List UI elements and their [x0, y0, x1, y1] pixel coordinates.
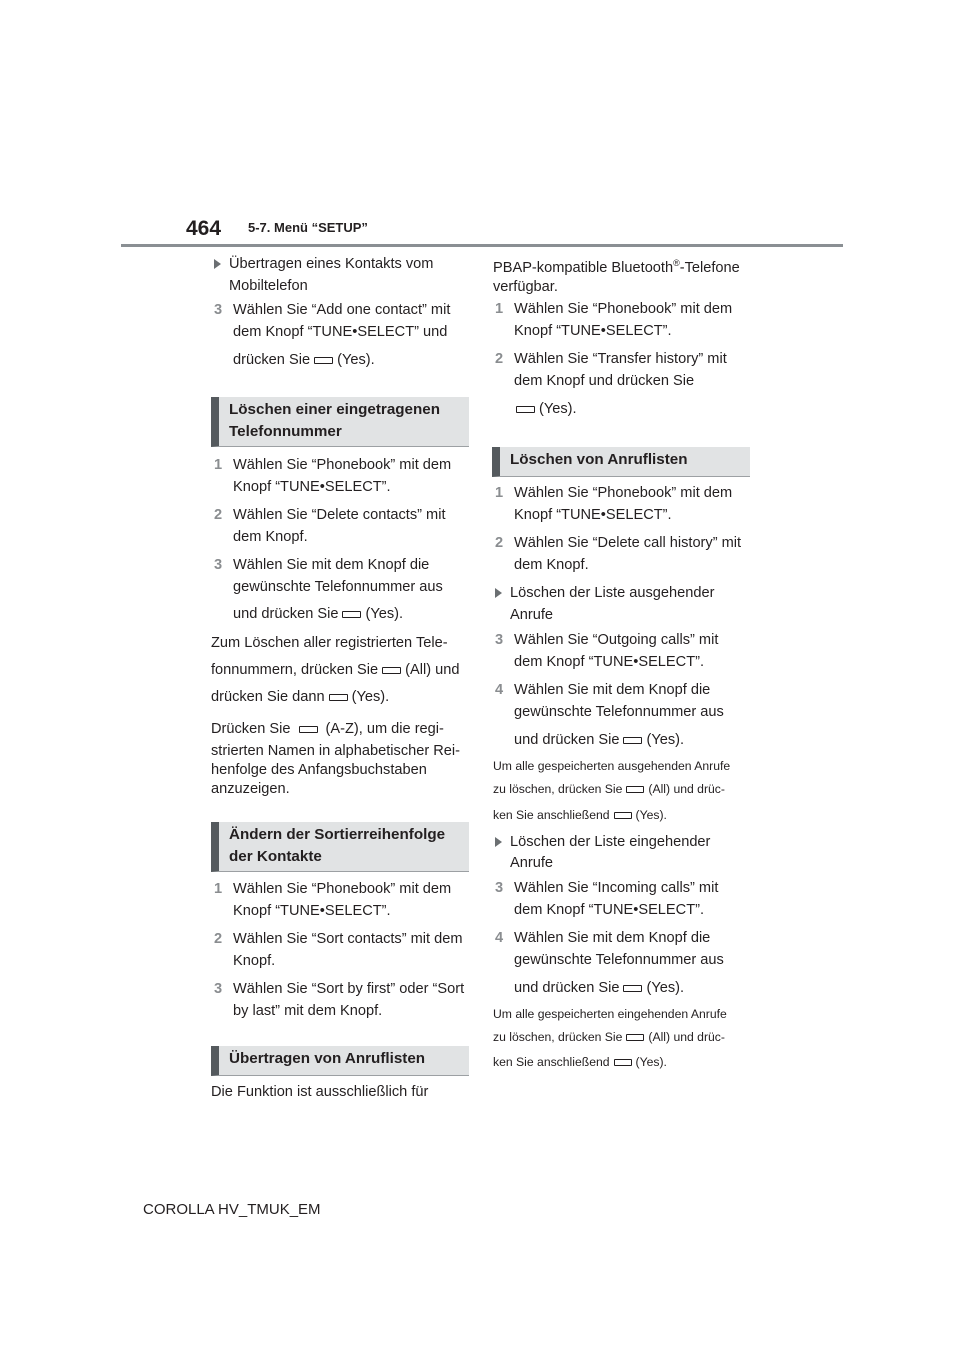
right-onote-line2: zu löschen, drücken Sie (All) und drüc- — [493, 782, 725, 796]
right-intro-line1: PBAP-kompatible Bluetooth®-Telefone — [493, 258, 740, 276]
right-out-line1: Löschen der Liste ausgehender — [510, 585, 715, 601]
right-out-line2: Anrufe — [510, 607, 553, 623]
left-d3-line1: Wählen Sie mit dem Knopf die — [233, 557, 430, 573]
right-o3-line2: dem Knopf “TUNE•SELECT”. — [514, 654, 705, 670]
heading-line1: Ändern der Sortierreihenfolge — [229, 826, 446, 843]
yes-button-icon — [342, 611, 361, 618]
right-inote-line3: ken Sie anschließend (Yes). — [493, 1055, 667, 1069]
right-c2-line2: dem Knopf. — [514, 557, 589, 573]
right-i4-line2: gewünschte Telefonnummer aus — [514, 952, 724, 968]
yes-button-icon — [614, 812, 632, 819]
step-number: 2 — [495, 535, 504, 551]
heading-line2: der Kontakte — [229, 848, 322, 865]
section-heading-box — [492, 447, 750, 477]
section-heading-box — [211, 822, 469, 872]
right-o3-line1: Wählen Sie “Outgoing calls” mit — [514, 632, 719, 648]
right-inc-line1: Löschen der Liste eingehender — [510, 834, 711, 850]
left-d2-line1: Wählen Sie “Delete contacts” mit — [233, 507, 446, 523]
step-number: 1 — [214, 881, 223, 897]
left-d2-line2: dem Knopf. — [233, 529, 308, 545]
right-inc-line2: Anrufe — [510, 855, 553, 871]
section-heading-box — [211, 1046, 469, 1076]
right-c1-line2: Knopf “TUNE•SELECT”. — [514, 507, 672, 523]
header-rule — [121, 244, 843, 247]
left-note2-line4: anzuzeigen. — [211, 781, 290, 797]
left-note1-line3: drücken Sie dann (Yes). — [211, 689, 390, 705]
yes-button-icon — [623, 985, 642, 992]
heading-line1: Übertragen von Anruflisten — [229, 1050, 426, 1067]
bullet-triangle-icon — [495, 837, 502, 847]
step-number: 3 — [214, 981, 223, 997]
section-heading-box — [211, 397, 469, 447]
left-note1-line2: fonnummern, drücken Sie (All) und — [211, 662, 460, 678]
right-t2-line2: dem Knopf und drücken Sie — [514, 373, 695, 389]
step-number: 1 — [214, 457, 223, 473]
left-tail: Die Funktion ist ausschließlich für — [211, 1084, 429, 1100]
yes-button-icon — [314, 357, 333, 364]
right-onote-line3: ken Sie anschließend (Yes). — [493, 808, 667, 822]
right-i4-line1: Wählen Sie mit dem Knopf die — [514, 930, 711, 946]
step-number: 4 — [495, 682, 504, 698]
heading-line1: Löschen einer eingetragenen — [229, 401, 440, 418]
left-s3-line1: Wählen Sie “Add one contact” mit — [233, 302, 451, 318]
left-s3-line3: drücken Sie (Yes). — [233, 352, 375, 368]
step-number: 3 — [495, 880, 504, 896]
left-p1-line2: Mobiltelefon — [229, 278, 308, 294]
page-number: 464 — [186, 217, 222, 240]
right-t1-line1: Wählen Sie “Phonebook” mit dem — [514, 301, 733, 317]
right-c1-line1: Wählen Sie “Phonebook” mit dem — [514, 485, 733, 501]
left-d3-line2: gewünschte Telefonnummer aus — [233, 579, 443, 595]
step-number: 2 — [214, 931, 223, 947]
left-note1-line1: Zum Löschen aller registrierten Tele- — [211, 635, 448, 651]
right-t2-line1: Wählen Sie “Transfer history” mit — [514, 351, 727, 367]
right-t1-line2: Knopf “TUNE•SELECT”. — [514, 323, 672, 339]
left-o1-line2: Knopf “TUNE•SELECT”. — [233, 903, 391, 919]
right-inote-line1: Um alle gespeicherten eingehenden Anrufe — [493, 1007, 727, 1021]
right-i3-line2: dem Knopf “TUNE•SELECT”. — [514, 902, 705, 918]
right-inote-line2: zu löschen, drücken Sie (All) und drüc- — [493, 1030, 725, 1044]
right-i4-line3: und drücken Sie (Yes). — [514, 980, 685, 996]
all-button-icon — [626, 1034, 644, 1041]
step-number: 3 — [495, 632, 504, 648]
left-d3-line3: und drücken Sie (Yes). — [233, 606, 404, 622]
step-number: 1 — [495, 301, 504, 317]
heading-line2: Telefonnummer — [229, 423, 342, 440]
step-number: 3 — [214, 302, 223, 318]
left-note2-line2: strierten Namen in alphabetischer Rei- — [211, 743, 461, 759]
right-o4-line3: und drücken Sie (Yes). — [514, 732, 685, 748]
left-o3-line1: Wählen Sie “Sort by first” oder “Sort — [233, 981, 465, 997]
left-p1-line1: Übertragen eines Kontakts vom — [229, 256, 434, 272]
yes-button-icon — [329, 694, 348, 701]
left-s3-line2: dem Knopf “TUNE•SELECT” und — [233, 324, 448, 340]
a-z-button-icon — [299, 726, 318, 733]
step-number: 4 — [495, 930, 504, 946]
left-o3-line2: by last” mit dem Knopf. — [233, 1003, 383, 1019]
right-o4-line2: gewünschte Telefonnummer aus — [514, 704, 724, 720]
yes-button-icon — [516, 406, 535, 413]
right-intro-line2: verfügbar. — [493, 279, 558, 295]
all-button-icon — [626, 786, 644, 793]
right-onote-line1: Um alle gespeicherten ausgehenden Anrufe — [493, 759, 731, 773]
step-number: 3 — [214, 557, 223, 573]
left-d1-line1: Wählen Sie “Phonebook” mit dem — [233, 457, 452, 473]
step-number: 2 — [495, 351, 504, 367]
left-o1-line1: Wählen Sie “Phonebook” mit dem — [233, 881, 452, 897]
right-o4-line1: Wählen Sie mit dem Knopf die — [514, 682, 711, 698]
all-button-icon — [382, 667, 401, 674]
right-c2-line1: Wählen Sie “Delete call history” mit — [514, 535, 742, 551]
footer-model-code: COROLLA HV_TMUK_EM — [143, 1201, 321, 1218]
right-t2-line3: (Yes). — [514, 401, 577, 417]
left-note2-line3: henfolge des Anfangsbuchstaben — [211, 762, 427, 778]
bullet-triangle-icon — [495, 588, 502, 598]
left-o2-line1: Wählen Sie “Sort contacts” mit dem — [233, 931, 463, 947]
left-o2-line2: Knopf. — [233, 953, 276, 969]
step-number: 2 — [214, 507, 223, 523]
left-d1-line2: Knopf “TUNE•SELECT”. — [233, 479, 391, 495]
section-title: 5-7. Menü “SETUP” — [248, 220, 368, 235]
heading-line1: Löschen von Anruflisten — [510, 451, 688, 468]
left-note2-line1: Drücken Sie (A-Z), um die regi- — [211, 721, 444, 737]
right-i3-line1: Wählen Sie “Incoming calls” mit — [514, 880, 719, 896]
bullet-triangle-icon — [214, 259, 221, 269]
step-number: 1 — [495, 485, 504, 501]
yes-button-icon — [614, 1059, 632, 1066]
yes-button-icon — [623, 737, 642, 744]
